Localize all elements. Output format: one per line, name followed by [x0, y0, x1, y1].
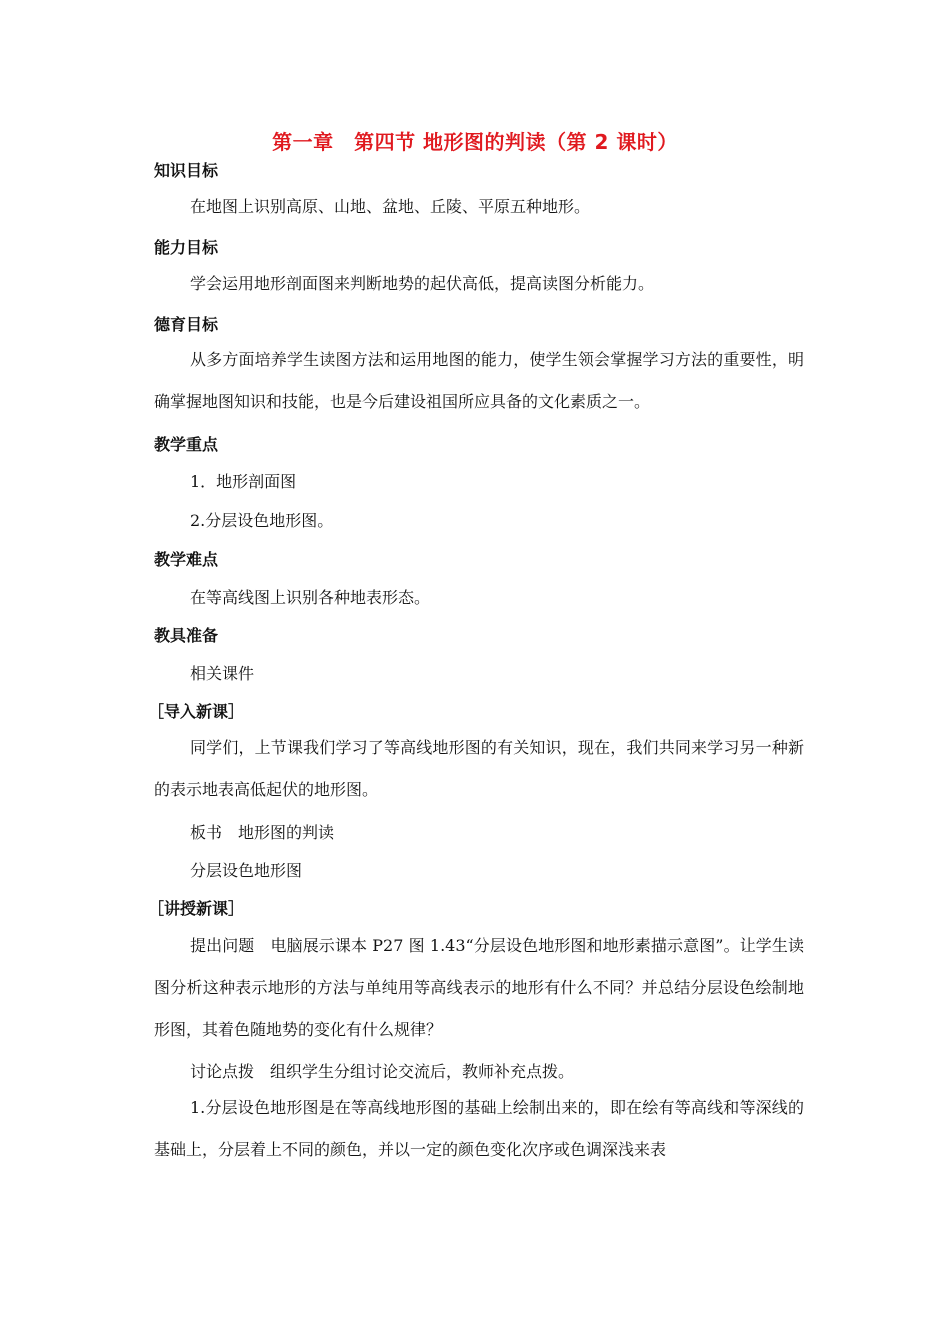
intro-text: 同学们，上节课我们学习了等高线地形图的有关知识，现在，我们共同来学习另一种新的表示地表高低起伏的地形图。 — [154, 738, 804, 799]
ability-text: 学会运用地形剖面图来判断地势的起伏高低，提高读图分析能力。 — [190, 274, 655, 293]
heading-ability: 能力目标 — [154, 238, 219, 257]
heading-lecture: ［讲授新课］ — [148, 899, 245, 918]
keypoint-item: 2.分层设色地形图。 — [190, 511, 334, 530]
heading-intro: ［导入新课］ — [148, 702, 245, 721]
question-text: 提出问题 电脑展示课本 P27 图 1.43“分层设色地形图和地形素描示意图”。让学生读图分析这种表示地形的方法与单纯用等高线表示的地形有什么不同？并总结分层设色绘制地形图，其着色随地势的变化有什么规律？ — [154, 936, 804, 1039]
heading-tools: 教具准备 — [154, 626, 219, 645]
difficulty-text: 在等高线图上识别各种地表形态。 — [190, 588, 431, 607]
moral-text: 从多方面培养学生读图方法和运用地图的能力，使学生领会掌握学习方法的重要性，明确掌握地图知识和技能，也是今后建设祖国所应具备的文化素质之一。 — [154, 350, 804, 411]
discuss-text: 讨论点拨 组织学生分组讨论交流后，教师补充点拨。 — [190, 1062, 575, 1081]
heading-difficulty: 教学难点 — [154, 550, 219, 569]
page-title: 第一章 第四节 地形图的判读（第 2 课时） — [272, 130, 678, 154]
heading-moral: 德育目标 — [154, 315, 219, 334]
board-line: 板书 地形图的判读 — [190, 823, 335, 842]
heading-keypoints: 教学重点 — [154, 435, 219, 454]
board-line: 分层设色地形图 — [190, 861, 303, 880]
tools-text: 相关课件 — [190, 664, 255, 683]
heading-knowledge: 知识目标 — [154, 161, 219, 180]
knowledge-text: 在地图上识别高原、山地、盆地、丘陵、平原五种地形。 — [190, 197, 591, 216]
keypoint-item: 1．地形剖面图 — [190, 472, 297, 491]
point1-text: 1.分层设色地形图是在等高线地形图的基础上绘制出来的，即在绘有等高线和等深线的基础上，分层着上不同的颜色，并以一定的颜色变化次序或色调深浅来表 — [154, 1098, 804, 1159]
